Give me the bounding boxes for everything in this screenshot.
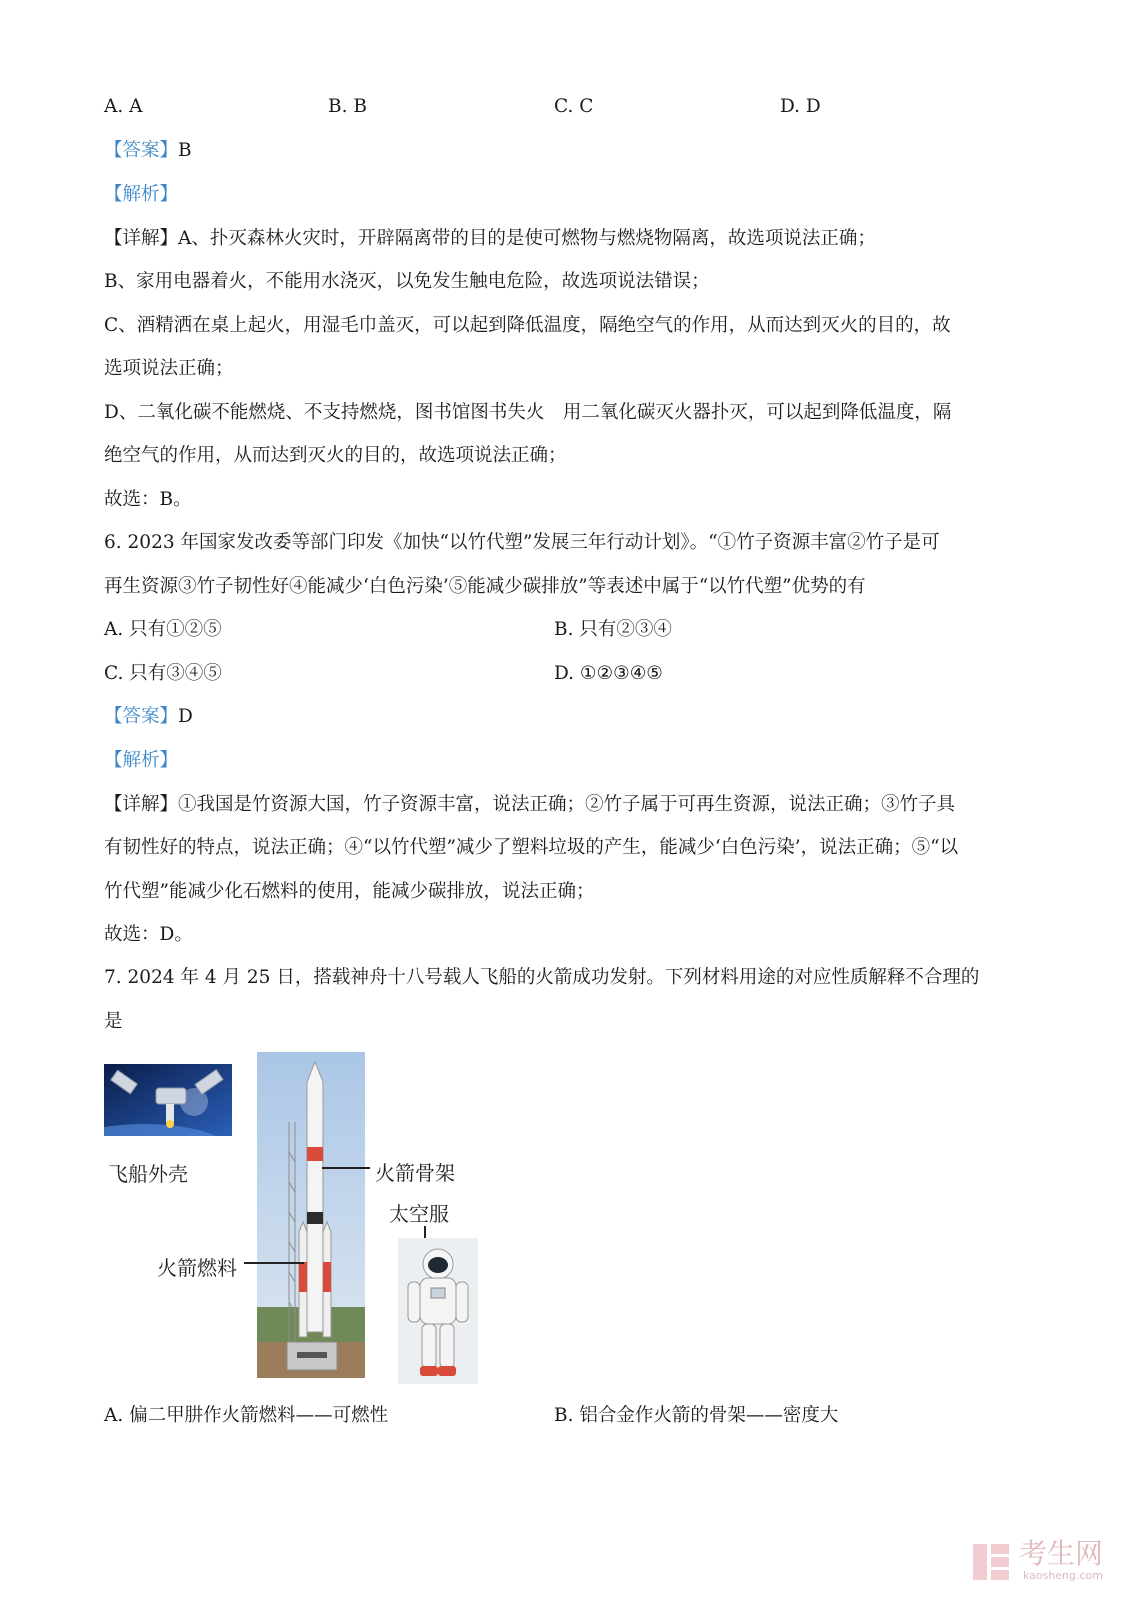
spacecraft-image	[104, 1064, 232, 1136]
answer-value: B	[178, 140, 192, 161]
q5-detail-line: D、二氧化碳不能燃烧、不支持燃烧，图书馆图书失火 用二氧化碳灭火器扑灭，可以起到降低温度，隔	[104, 402, 952, 423]
q6-option-c: C. 只有③④⑤	[104, 663, 222, 684]
q7-stem-line: 7. 2024 年 4 月 25 日，搭载神舟十八号载人飞船的火箭成功发射。下列材料用途的对应性质解释不合理的	[104, 967, 980, 988]
q6-option-d: D. ①②③④⑤	[554, 663, 663, 684]
q5-option-d: D. D	[780, 96, 821, 117]
q5-analysis-tag: 【解析】	[104, 184, 179, 205]
kaosheng-logo-icon	[971, 1542, 1011, 1582]
q5-option-a: A. A	[104, 96, 143, 117]
fuel-leader-line	[244, 1262, 304, 1264]
frame-leader-line	[322, 1167, 370, 1169]
watermark-text-group	[1019, 1539, 1103, 1582]
q7-stem-line: 是	[104, 1011, 123, 1032]
q5-detail-line: 选项说法正确；	[104, 358, 234, 379]
spacesuit-label: 太空服	[389, 1202, 449, 1226]
q6-stem-line: 6. 2023 年国家发改委等部门印发《加快“以竹代塑”发展三年行动计划》。“①竹子资源丰富②竹子是可	[104, 532, 940, 553]
q5-answer	[104, 139, 192, 163]
q5-detail-line: 【详解】A、扑灭森林火灾时，开辟隔离带的目的是使可燃物与燃烧物隔离，故选项说法正确；	[104, 228, 876, 249]
q6-detail-line: 竹代塑”能减少化石燃料的使用，能减少碳排放，说法正确；	[104, 881, 595, 902]
rocket-image	[257, 1052, 365, 1378]
q6-answer	[104, 705, 193, 729]
watermark	[971, 1539, 1103, 1582]
q6-stem-line: 再生资源③竹子韧性好④能减少‘白色污染’⑤能减少碳排放”等表述中属于“以竹代塑”优势的有	[104, 576, 866, 597]
q5-conclusion: 故选：B。	[104, 489, 192, 510]
answer-tag: 【答案】	[104, 706, 179, 727]
q6-analysis-tag: 【解析】	[104, 750, 179, 771]
q5-detail-line: C、酒精洒在桌上起火，用湿毛巾盖灭，可以起到降低温度，隔绝空气的作用，从而达到灭火的目的，故	[104, 315, 951, 336]
answer-value: D	[178, 706, 193, 727]
q5-option-c: C. C	[554, 96, 594, 117]
q7-option-b: B. 铝合金作火箭的骨架——密度大	[554, 1405, 839, 1426]
q7-option-a: A. 偏二甲肼作火箭燃料——可燃性	[104, 1405, 389, 1426]
q6-conclusion: 故选：D。	[104, 924, 193, 945]
rocket-fuel-label: 火箭燃料	[157, 1256, 237, 1280]
q6-detail-line: 有韧性好的特点，说法正确；④“以竹代塑”减少了塑料垃圾的产生，能减少‘白色污染’，说法正确；⑤“以	[104, 837, 959, 858]
q5-option-b: B. B	[328, 96, 367, 117]
rocket-frame-label: 火箭骨架	[375, 1161, 455, 1185]
answer-tag: 【答案】	[104, 140, 179, 161]
watermark-text: 考生网	[1018, 1537, 1103, 1570]
astronaut-image	[398, 1238, 478, 1384]
q5-detail-line: 绝空气的作用，从而达到灭火的目的，故选项说法正确；	[104, 445, 567, 466]
q6-option-b: B. 只有②③④	[554, 619, 672, 640]
q6-option-a: A. 只有①②⑤	[104, 619, 222, 640]
spacecraft-shell-label: 飞船外壳	[108, 1162, 188, 1186]
q6-detail-line: 【详解】①我国是竹资源大国，竹子资源丰富，说法正确；②竹子属于可再生资源，说法正确；③竹子具	[104, 794, 956, 815]
q5-detail-line: B、家用电器着火，不能用水浇灭，以免发生触电危险，故选项说法错误；	[104, 271, 710, 292]
watermark-url: kaosheng.com	[1022, 1569, 1103, 1582]
